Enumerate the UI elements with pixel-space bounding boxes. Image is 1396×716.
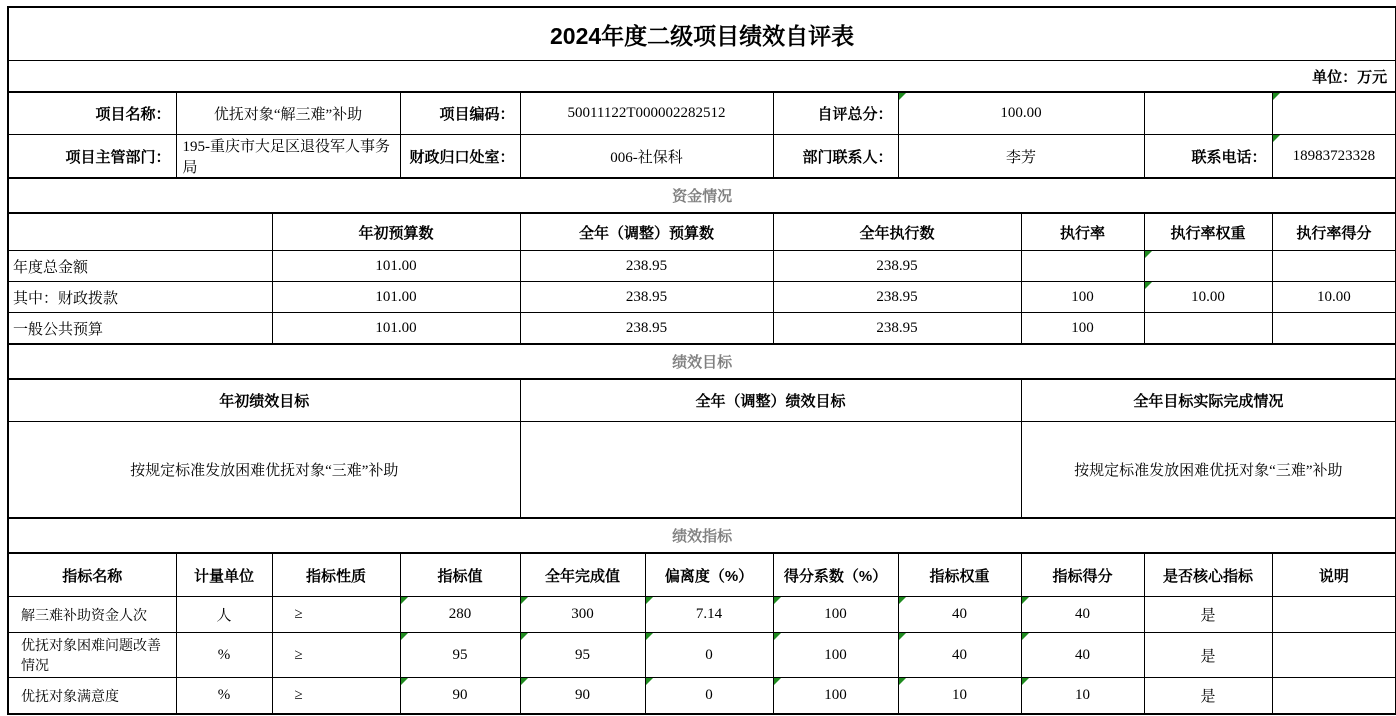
project-info-row-1 [8, 92, 1396, 135]
indicator-completed: 90 [520, 678, 645, 715]
project-code-label: 项目编码： [400, 92, 520, 135]
self-evaluation-table [7, 6, 1396, 715]
section-goals [8, 344, 1396, 379]
empty-cell [1144, 92, 1272, 135]
indicator-core: 是 [1144, 633, 1272, 678]
dept-value: 195-重庆市大足区退役军人事务局 [176, 135, 400, 179]
indicator-nature: ≥ [272, 633, 400, 678]
indicator-header-target: 指标值 [400, 553, 520, 597]
indicator-name: 优抚对象困难问题改善情况 [8, 633, 176, 678]
indicator-core: 是 [1144, 597, 1272, 633]
indicator-coefficient: 100 [773, 633, 898, 678]
unit-note: 单位：万元 [8, 61, 1396, 93]
indicator-core: 是 [1144, 678, 1272, 715]
funding-initial: 101.00 [272, 313, 520, 345]
indicator-header-deviation: 偏离度（%） [645, 553, 773, 597]
indicator-row-1 [8, 597, 1396, 633]
goals-header-actual: 全年目标实际完成情况 [1021, 379, 1396, 422]
goals-header-adjusted: 全年（调整）绩效目标 [520, 379, 1021, 422]
funding-adjusted: 238.95 [520, 313, 773, 345]
contact-label: 部门联系人： [773, 135, 898, 179]
funding-header-row [8, 213, 1396, 251]
phone-label: 联系电话： [1144, 135, 1272, 179]
indicator-target: 90 [400, 678, 520, 715]
funding-executed: 238.95 [773, 313, 1021, 345]
funding-rate [1021, 251, 1144, 282]
project-code-value: 50011122T000002282512 [520, 92, 773, 135]
indicator-note [1272, 633, 1396, 678]
empty-cell [1272, 92, 1396, 135]
indicator-score: 40 [1021, 597, 1144, 633]
indicator-coefficient: 100 [773, 597, 898, 633]
self-score-label: 自评总分： [773, 92, 898, 135]
indicator-header-completed: 全年完成值 [520, 553, 645, 597]
indicator-deviation: 7.14 [645, 597, 773, 633]
self-score-value: 100.00 [898, 92, 1144, 135]
indicator-header-row [8, 553, 1396, 597]
contact-value: 李芳 [898, 135, 1144, 179]
funding-adjusted: 238.95 [520, 251, 773, 282]
indicator-header-score: 指标得分 [1021, 553, 1144, 597]
goals-content-row [8, 422, 1396, 519]
indicator-note [1272, 678, 1396, 715]
indicator-score: 10 [1021, 678, 1144, 715]
indicator-header-note: 说明 [1272, 553, 1396, 597]
funding-row-label: 年度总金额 [8, 251, 272, 282]
indicator-row-2 [8, 633, 1396, 678]
section-funding [8, 178, 1396, 213]
goals-header-initial: 年初绩效目标 [8, 379, 520, 422]
indicator-deviation: 0 [645, 678, 773, 715]
funding-header-rate: 执行率 [1021, 213, 1144, 251]
funding-weight: 10.00 [1144, 282, 1272, 313]
indicator-weight: 10 [898, 678, 1021, 715]
section-goals-title: 绩效目标 [8, 344, 1396, 379]
project-name-value: 优抚对象“解三难”补助 [176, 92, 400, 135]
funding-score [1272, 251, 1396, 282]
funding-header-initial: 年初预算数 [272, 213, 520, 251]
funding-score [1272, 313, 1396, 345]
goals-header-row [8, 379, 1396, 422]
funding-adjusted: 238.95 [520, 282, 773, 313]
goal-actual-text: 按规定标准发放困难优抚对象“三难”补助 [1021, 422, 1396, 519]
indicator-completed: 95 [520, 633, 645, 678]
indicator-row-3 [8, 678, 1396, 715]
goal-adjusted-text [520, 422, 1021, 519]
unit-row [8, 61, 1396, 93]
indicator-unit: % [176, 678, 272, 715]
indicator-completed: 300 [520, 597, 645, 633]
indicator-header-core: 是否核心指标 [1144, 553, 1272, 597]
indicator-header-weight: 指标权重 [898, 553, 1021, 597]
funding-weight [1144, 251, 1272, 282]
indicator-unit: % [176, 633, 272, 678]
project-name-label: 项目名称： [8, 92, 176, 135]
funding-header-adjusted: 全年（调整）预算数 [520, 213, 773, 251]
funding-executed: 238.95 [773, 251, 1021, 282]
goal-initial-text: 按规定标准发放困难优抚对象“三难”补助 [8, 422, 520, 519]
finance-office-label: 财政归口处室： [400, 135, 520, 179]
indicator-header-name: 指标名称 [8, 553, 176, 597]
funding-row-public-budget [8, 313, 1396, 345]
indicator-unit: 人 [176, 597, 272, 633]
funding-score: 10.00 [1272, 282, 1396, 313]
project-info-row-2 [8, 135, 1396, 179]
funding-initial: 101.00 [272, 282, 520, 313]
funding-row-fiscal [8, 282, 1396, 313]
funding-header-executed: 全年执行数 [773, 213, 1021, 251]
funding-rate: 100 [1021, 313, 1144, 345]
phone-value: 18983723328 [1272, 135, 1396, 179]
indicator-header-unit: 计量单位 [176, 553, 272, 597]
indicator-deviation: 0 [645, 633, 773, 678]
indicator-nature: ≥ [272, 678, 400, 715]
indicator-header-nature: 指标性质 [272, 553, 400, 597]
title-row [8, 7, 1396, 61]
indicator-weight: 40 [898, 597, 1021, 633]
indicator-target: 280 [400, 597, 520, 633]
funding-rate: 100 [1021, 282, 1144, 313]
funding-header-blank [8, 213, 272, 251]
section-indicators [8, 518, 1396, 553]
funding-row-label: 一般公共预算 [8, 313, 272, 345]
indicator-score: 40 [1021, 633, 1144, 678]
funding-row-total [8, 251, 1396, 282]
funding-row-label: 其中：财政拨款 [8, 282, 272, 313]
section-funding-title: 资金情况 [8, 178, 1396, 213]
indicator-name: 优抚对象满意度 [8, 678, 176, 715]
indicator-coefficient: 100 [773, 678, 898, 715]
indicator-target: 95 [400, 633, 520, 678]
finance-office-value: 006-社保科 [520, 135, 773, 179]
section-indicators-title: 绩效指标 [8, 518, 1396, 553]
dept-label: 项目主管部门： [8, 135, 176, 179]
indicator-header-coefficient: 得分系数（%） [773, 553, 898, 597]
funding-header-rate-weight: 执行率权重 [1144, 213, 1272, 251]
funding-initial: 101.00 [272, 251, 520, 282]
indicator-weight: 40 [898, 633, 1021, 678]
indicator-nature: ≥ [272, 597, 400, 633]
page-title: 2024年度二级项目绩效自评表 [8, 7, 1396, 61]
funding-header-rate-score: 执行率得分 [1272, 213, 1396, 251]
funding-weight [1144, 313, 1272, 345]
funding-executed: 238.95 [773, 282, 1021, 313]
indicator-note [1272, 597, 1396, 633]
indicator-name: 解三难补助资金人次 [8, 597, 176, 633]
